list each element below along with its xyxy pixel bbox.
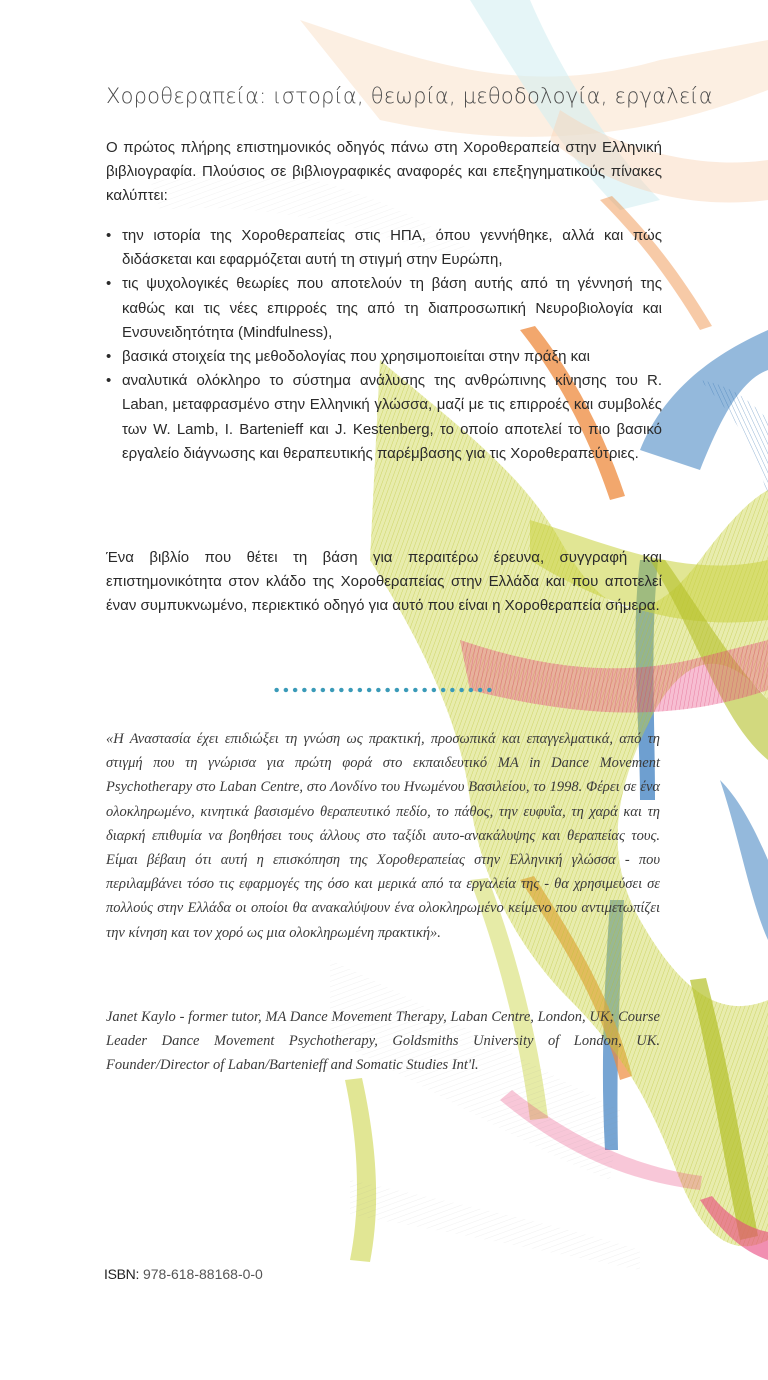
- list-item: • την ιστορία της Χοροθεραπείας στις ΗΠΑ, όπου γεννήθηκε, αλλά και πώς διδάσκεται και εφαρμόζεται αυτή τη στιγμή στην Ευρώπη,: [106, 224, 662, 272]
- isbn: [104, 1266, 263, 1282]
- isbn-number: 978-618-88168-0-0: [142, 1266, 263, 1282]
- list-item: • αναλυτικά ολόκληρο το σύστημα ανάλυσης της ανθρώπινης κίνησης του R. Laban, μεταφρασμένο στην Ελληνική γλώσσα, μαζί με τις επιρροές και συμβολές των W. Lamb, I. Bartenieff και J. Kestenberg, το οποίο αποτελεί το πιο βασικό εργαλείο διάγνωσης και θεραπευτικής παρέμβασης για τις Χοροθεραπεύτριες.: [106, 369, 662, 466]
- isbn-label: ISBN:: [104, 1266, 140, 1282]
- testimonial-attribution: Janet Kaylo - former tutor, MA Dance Movement Therapy, Laban Centre, London, UK; Course Leader Dance Movement Psychotherapy, Goldsmiths University of London, UK. Founder/Director of Laban/Bartenieff and Somatic Studies Int'l.: [106, 1009, 660, 1074]
- dotted-divider: [272, 686, 494, 694]
- list-item: • τις ψυχολογικές θεωρίες που αποτελούν τη βάση αυτής από τη γέννησή της καθώς και τις νέες επιρροές της από τη διαπροσωπική Νευροβιολογία και Ενσυνειδητότητα (Mindfulness),: [106, 272, 662, 345]
- list-item: • βασικά στοιχεία της μεθοδολογίας που χρησιμοποιείται στην πράξη και: [106, 345, 662, 369]
- testimonial-quote: «Η Αναστασία έχει επιδιώξει τη γνώση ως πρακτική, προσωπικά και επαγγελματικά, από τη στιγμή που τη γνώρισα για πρώτη φορά στο εκπαιδευτικό MA in Dance Movement Psychotherapy στο Laban Centre, στο Λονδίνο του Ηνωμένου Βασιλείου, το 1998. Φέρει σε ένα ολοκληρωμένο, κινητικά βασισμένο θεραπευτικό πεδίο, το πάθος, την ευφυΐα, τη χαρά και τη διαρκή επιθυμία να βοηθήσει τους άλλους στο ταξίδι αυτο-ανακάλυψης και θεραπείας τους. Είμαι βέβαιη ότι αυτή η επισκόπηση της Χοροθεραπείας στην Ελληνική γλώσσα - που περιλαμβάνει τόσο τις εφαρμογές της όσο και μερικά από τα εργαλεία της - θα χρησιμεύσει σε πολλούς στην Ελλάδα οι οποίοι θα ανακαλύψουν ένα ολοκληρωμένο κείμενο που αντιμετωπίζει την κίνηση και τον χορό ως μια ολοκληρωμένη πρακτική».: [106, 731, 660, 941]
- closing-paragraph: Ένα βιβλίο που θέτει τη βάση για περαιτέρω έρευνα, συγγραφή και επιστημονικότητα στον κλάδο της Χοροθεραπείας στην Ελλάδα και που αποτελεί έναν συμπυκνωμένο, περιεκτικό οδηγό για αυτό που είναι η Χοροθεραπεία σήμερα.: [106, 549, 662, 615]
- topics-list: [106, 224, 662, 466]
- intro-paragraph: Ο πρώτος πλήρης επιστημονικός οδηγός πάνω στη Χοροθεραπεία στην Ελληνική βιβλιογραφία. Πλούσιος σε βιβλιογραφικές αναφορές και επεξηγηματικούς πίνακες καλύπτει:: [106, 139, 662, 205]
- book-title: Χοροθεραπεία: ιστορία, θεωρία, μεθοδολογία, εργαλεία: [106, 84, 713, 108]
